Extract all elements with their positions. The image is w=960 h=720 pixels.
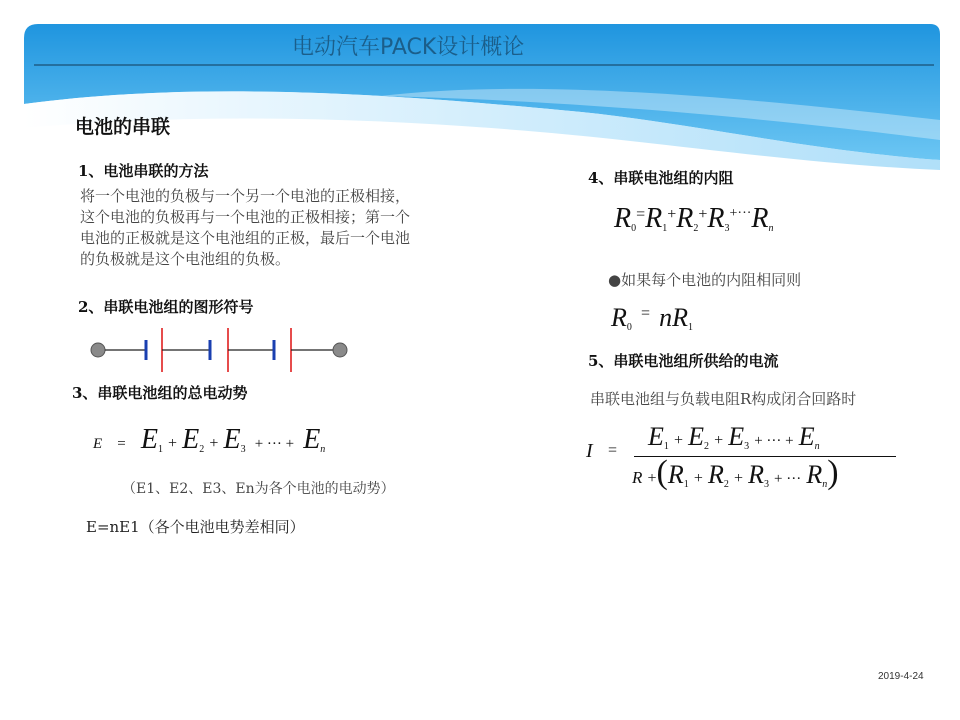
formula-sub: 2: [704, 441, 709, 453]
formula-term: R: [707, 460, 724, 489]
formula-sub: 1: [157, 444, 163, 456]
formula-sub: 1: [683, 479, 689, 491]
formula-lhs: R: [611, 303, 627, 332]
formula-sub: 3: [240, 444, 246, 456]
resistance-formula: [614, 203, 774, 235]
formula-sub: 1: [662, 223, 668, 235]
formula-term: E: [140, 424, 158, 455]
formula-sub: 2: [723, 479, 729, 491]
formula-sub: n: [814, 441, 820, 453]
formula-eq: =: [117, 436, 126, 452]
current-description: 串联电池组与负载电阻R构成闭合回路时: [590, 390, 857, 408]
slide-title: 电动汽车PACK设计概论: [292, 35, 525, 60]
current-numerator: [648, 422, 820, 452]
formula-term: E: [223, 424, 241, 455]
formula-paren: (: [656, 454, 668, 491]
current-denominator: [632, 454, 839, 492]
emf-equal-formula: E=nE1（各个电池电势差相同）: [86, 518, 305, 536]
main-heading: 电池的串联: [75, 116, 171, 138]
resistance-condition: ●如果每个电池的内阻相同则: [608, 271, 802, 289]
section-1-heading: 1、电池串联的方法: [78, 162, 209, 180]
formula-lhs: R: [614, 203, 632, 234]
formula-term: R: [667, 460, 684, 489]
terminal-right: [333, 343, 347, 357]
formula-eq: =: [608, 442, 618, 459]
formula-term: R: [806, 460, 823, 489]
formula-term: R: [632, 468, 643, 487]
formula-op: +: [714, 432, 724, 449]
formula-sub: 3: [744, 441, 750, 453]
terminal-left: [91, 343, 105, 357]
formula-term: R: [751, 203, 769, 234]
formula-lhs: I: [586, 440, 593, 462]
formula-term: R: [707, 203, 725, 234]
formula-sub: 0: [626, 322, 632, 334]
formula-op: +···: [729, 206, 752, 221]
formula-op: + ··· +: [254, 436, 295, 452]
formula-sub: 2: [199, 444, 205, 456]
paragraph-line: 的负极就是这个电池组的负极。: [80, 250, 291, 268]
section-3-heading: 3、串联电池组的总电动势: [72, 384, 248, 402]
formula-term: E: [648, 422, 664, 451]
formula-term: E: [303, 424, 321, 455]
formula-coef: n: [659, 303, 673, 332]
formula-op: +: [698, 206, 708, 223]
formula-op: + ···: [774, 471, 802, 487]
formula-sub: n: [768, 223, 774, 235]
formula-paren: ): [827, 454, 839, 491]
formula-term: R: [645, 203, 663, 234]
formula-term: E: [728, 422, 745, 451]
section-4-heading: 4、串联电池组的内阻: [588, 169, 734, 187]
current-formula: [586, 420, 906, 500]
formula-op: + ··· +: [754, 433, 794, 449]
formula-op: +: [667, 206, 677, 223]
formula-eq: =: [636, 206, 646, 223]
formula-op: +: [647, 470, 657, 487]
series-battery-symbol: [86, 324, 356, 378]
section-1-paragraph: [80, 186, 520, 270]
formula-op: +: [673, 432, 684, 449]
section-2-heading: 2、串联电池组的图形符号: [78, 298, 254, 316]
formula-term: R: [672, 303, 688, 332]
formula-term: R: [676, 203, 694, 234]
formula-op: +: [693, 470, 703, 487]
formula-term: E: [182, 424, 200, 455]
formula-sub: 2: [693, 223, 699, 235]
formula-term: E: [798, 422, 815, 451]
formula-sub: 1: [663, 441, 669, 453]
formula-op: +: [209, 435, 219, 452]
section-5-heading: 5、串联电池组所供给的电流: [588, 352, 779, 370]
formula-sub: n: [320, 444, 326, 456]
formula-term: R: [748, 460, 764, 489]
paragraph-line: 电池的正极就是这个电池组的正极，最后一个电池: [80, 229, 411, 247]
paragraph-line: 这个电池的负极再与一个电池的正极相接；第一个: [80, 208, 411, 226]
emf-note: （E1、E2、E3、En为各个电池的电动势）: [122, 481, 395, 497]
formula-sub: 0: [631, 223, 637, 235]
formula-term: E: [688, 422, 704, 451]
formula-eq: =: [640, 305, 651, 322]
formula-op: +: [168, 435, 178, 452]
formula-sub: 3: [724, 223, 730, 235]
emf-formula: [93, 424, 325, 456]
header-banner: [0, 0, 960, 170]
formula-sub: 1: [688, 322, 693, 334]
formula-op: +: [733, 470, 743, 487]
formula-sub: 3: [763, 479, 769, 491]
paragraph-line: 将一个电池的负极与一个另一个电池的正极相接，: [80, 187, 411, 205]
resistance-equal-formula: [611, 303, 693, 333]
formula-sub: n: [822, 479, 828, 491]
footer-date: 2019-4-24: [878, 671, 924, 682]
formula-lhs: E: [93, 436, 103, 452]
